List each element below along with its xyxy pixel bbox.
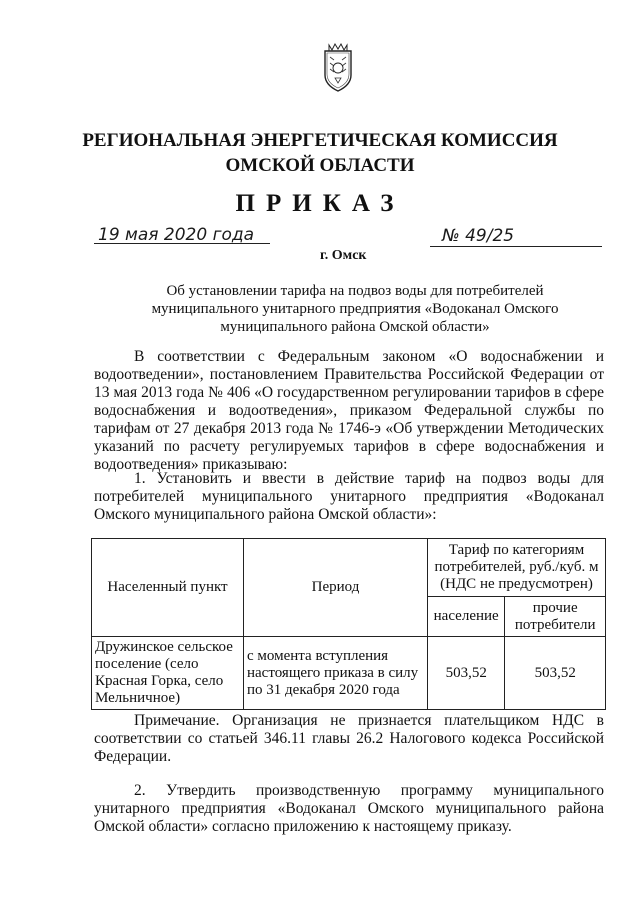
paragraph-item-1: 1. Установить и ввести в действие тариф на подвоз воды для потребителей муниципального унитарного предприятия «Водоканал Омского муниципального района Омской области»: — [94, 470, 604, 523]
cell-locality: Дружинское сельское поселение (село Красная Горка, село Мельничное) — [92, 637, 244, 710]
date-underline — [94, 243, 270, 244]
handwritten-date: 19 мая 2020 года — [98, 225, 255, 245]
header-population: население — [428, 597, 505, 637]
org-title-line2: ОМСКОЙ ОБЛАСТИ — [225, 155, 415, 176]
cell-others: 503,52 — [505, 637, 606, 710]
header-period: Период — [244, 539, 428, 637]
table-row — [92, 637, 606, 710]
cell-population: 503,52 — [428, 637, 505, 710]
handwritten-number: № 49/25 — [442, 226, 515, 246]
cell-period: с момента вступления настоящего приказа в силу по 31 декабря 2020 года — [244, 637, 428, 710]
document-subject: Об установлении тарифа на подвоз воды для потребителей муниципального унитарного предприятия «Водоканал Омского муниципального района Омской области» — [151, 283, 559, 335]
vat-note: Примечание. Организация не признается плательщиком НДС в соответствии со статьей 346.11 главы 26.2 Налогового кодекса Российской Федерации. — [94, 712, 604, 765]
paragraph-preamble: В соответствии с Федеральным законом «О водоснабжении и водоотведении», постановлением Правительства Российской Федерации от 13 мая 2013 года № 406 «О государственном регулировании тарифов в сфере водоснабжения и водоотведения», приказом Федеральной службы по тарифам от 27 декабря 2013 года № 1746-э «Об утверждении Методических указаний по расчету регулируемых тарифов в сфере водоснабжения и водоотведения» приказываю: — [94, 348, 604, 473]
header-tariff-group: Тариф по категориям потребителей, руб./куб. м (НДС не предусмотрен) — [428, 539, 606, 597]
header-others: прочие потребители — [505, 597, 606, 637]
omsk-region-coat-of-arms-icon — [319, 41, 357, 93]
tariff-table — [91, 538, 606, 710]
number-underline — [430, 246, 602, 247]
document-type-title: ПРИКАЗ — [235, 190, 405, 217]
org-title-line1: РЕГИОНАЛЬНАЯ ЭНЕРГЕТИЧЕСКАЯ КОМИССИЯ — [82, 130, 558, 151]
city-label: г. Омск — [320, 248, 367, 263]
paragraph-item-2: 2. Утвердить производственную программу муниципального унитарного предприятия «Водоканал Омского муниципального района Омской области» согласно приложению к настоящему приказу. — [94, 782, 604, 835]
header-locality: Населенный пункт — [92, 539, 244, 637]
